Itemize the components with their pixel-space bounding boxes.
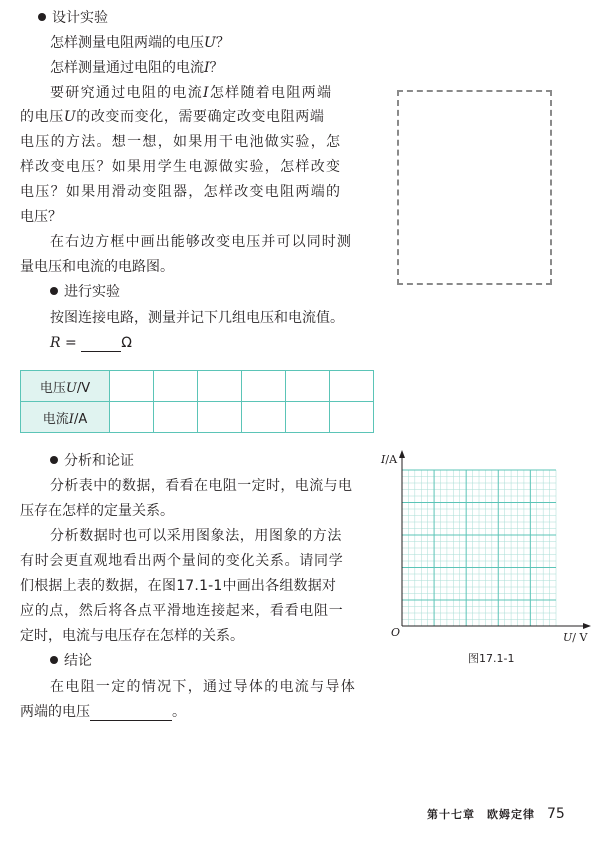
analysis-para1-line2: 压存在怎样的定量关系。 (20, 503, 174, 519)
analysis-para1-line1: 分析表中的数据，看看在电阻一定时，电流与电 (50, 478, 353, 494)
para2-line1: 在右边方框中画出能够改变电压并可以同时测 (50, 234, 352, 250)
para1-line2: 的电压U的改变而变化，需要确定改变电阻两端 (20, 109, 325, 125)
heading-analysis: 分析和论证 (50, 452, 134, 470)
y-axis-arrow-icon (399, 450, 405, 458)
resistance-field: R = Ω (50, 335, 132, 351)
data-table (20, 370, 374, 433)
para1-line3: 电压的方法。想一想，如果用干电池做实验，怎 (20, 134, 342, 150)
table-cell (330, 371, 374, 402)
circuit-diagram-box (397, 90, 552, 285)
heading-conclusion: 结论 (50, 652, 92, 670)
table-row-voltage (21, 371, 374, 402)
y-axis-label: I/A (381, 453, 398, 466)
analysis-para2-line5: 定时，电流与电压存在怎样的关系。 (20, 628, 244, 644)
analysis-para2-line4: 应的点，然后将各点平滑地连接起来，看看电阻一 (20, 603, 344, 619)
table-cell (286, 371, 330, 402)
table-cell (154, 371, 198, 402)
table-cell (110, 402, 154, 433)
table-cell (242, 402, 286, 433)
footer-chapter: 第十七章 欧姆定律 (427, 808, 535, 821)
figure-caption: 图17.1-1 (468, 652, 515, 665)
analysis-para2-line1: 分析数据时也可以采用图象法，用图象的方法 (50, 528, 342, 544)
page-number: 75 (547, 806, 565, 822)
x-axis-label: U/ V (563, 631, 588, 644)
table-cell (110, 371, 154, 402)
analysis-para2-line2: 有时会更直观地看出两个量间的变化关系。请同学 (20, 553, 344, 569)
question-voltage: 怎样测量电阻两端的电压U？ (50, 35, 230, 51)
para1-line6: 电压？ (20, 209, 62, 225)
conclusion-line2: 两端的电压 。 (20, 704, 186, 720)
bullet-dot-icon (38, 13, 46, 21)
heading-conduct-experiment: 进行实验 (50, 283, 120, 301)
table-header-voltage: 电压U/V (21, 371, 110, 402)
heading-design-experiment: 设计实验 (38, 9, 108, 27)
table-cell (198, 402, 242, 433)
table-header-current: 电流I/A (21, 402, 110, 433)
table-cell (330, 402, 374, 433)
analysis-para2-line3: 们根据上表的数据，在图17.1-1中画出各组数据对 (20, 578, 337, 594)
table-cell (154, 402, 198, 433)
iv-graph (380, 448, 595, 673)
bullet-dot-icon (50, 287, 58, 295)
table-cell (242, 371, 286, 402)
instruction-text: 按图连接电路，测量并记下几组电压和电流值。 (50, 310, 344, 326)
bullet-dot-icon (50, 456, 58, 464)
origin-label: O (391, 626, 401, 639)
para2-line2: 量电压和电流的电路图。 (20, 259, 174, 275)
para1-line1: 要研究通过电阻的电流I怎样随着电阻两端 (50, 85, 333, 101)
para1-line5: 电压？如果用滑动变阻器，怎样改变电阻两端的 (20, 184, 342, 200)
conclusion-blank (90, 706, 172, 721)
fine-grid (402, 470, 556, 626)
table-row-current (21, 402, 374, 433)
table-cell (286, 402, 330, 433)
x-axis-arrow-icon (583, 623, 591, 629)
conclusion-line1: 在电阻一定的情况下，通过导体的电流与导体 (50, 679, 356, 695)
table-cell (198, 371, 242, 402)
para1-line4: 样改变电压？如果用学生电源做实验，怎样改变 (20, 159, 342, 175)
bullet-dot-icon (50, 656, 58, 664)
question-current: 怎样测量通过电阻的电流I？ (50, 60, 224, 76)
resistance-blank (81, 337, 121, 352)
